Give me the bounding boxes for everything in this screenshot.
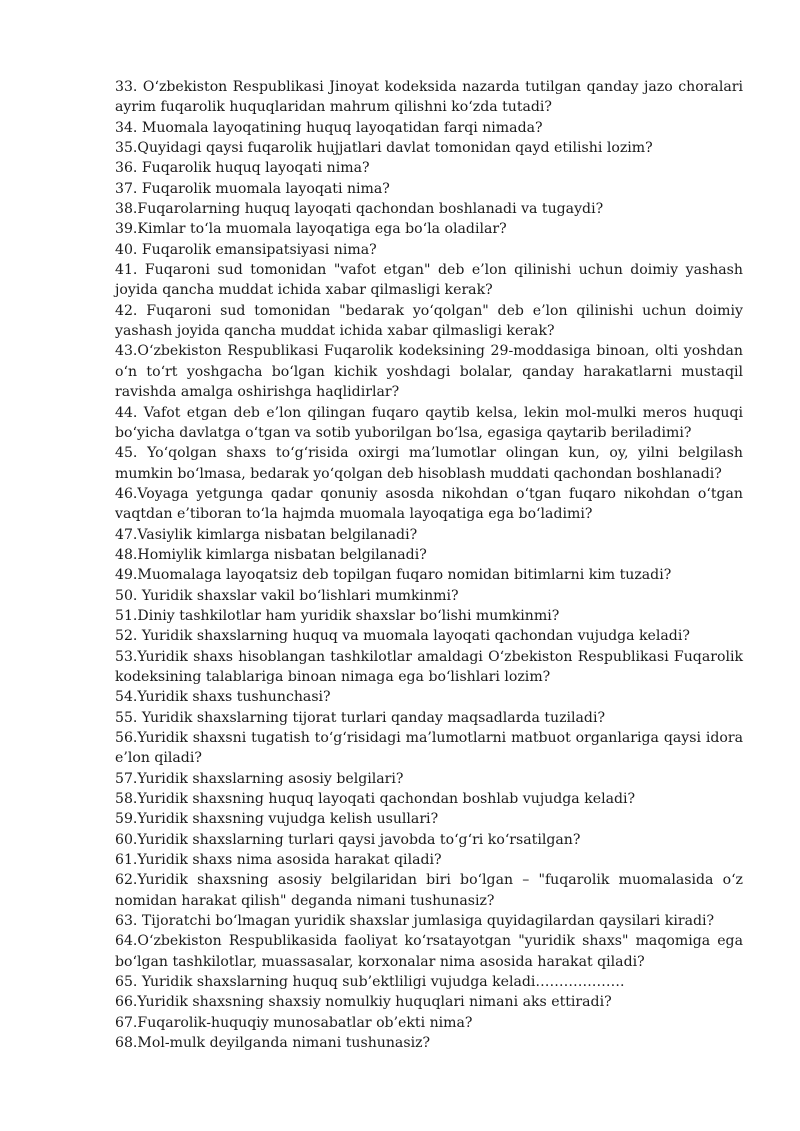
question-40: 40. Fuqarolik emansipatsiyasi nima? [115, 241, 377, 258]
question-39: 39.Kimlar to‘la muomala layoqatiga ega bo‘la oladilar? [115, 221, 507, 238]
question-50: 50. Yuridik shaxslar vakil bo‘lishlari mumkinmi? [115, 587, 459, 604]
question-59: 59.Yuridik shaxsning vujudga kelish usullari? [115, 811, 439, 828]
question-61: 61.Yuridik shaxs nima asosida harakat qiladi? [115, 852, 442, 869]
question-43: 43.O‘zbekiston Respublikasi Fuqarolik kodeksining 29-moddasiga binoan, olti yoshdan o‘n to‘rt yoshgacha bo‘lgan kichik yoshdagi bolalar, qanday harakatlarni mustaqil ravishda amalga oshirishga haqlidirlar? [115, 343, 743, 401]
question-42: 42. Fuqaroni sud tomonidan "bedarak yo‘qolgan" deb e’lon qilinishi uchun doimiy yashash joyida qancha muddat ichida xabar qilmasligi kerak? [115, 302, 743, 340]
question-46: 46.Voyaga yetgunga qadar qonuniy asosda nikohdan o‘tgan fuqaro nikohdan o‘tgan vaqtdan e’tiboran to‘la hajmda muomala layoqatiga ega bo‘ladimi? [115, 485, 743, 523]
question-53: 53.Yuridik shaxs hisoblangan tashkilotlar amaldagi O‘zbekiston Respublikasi Fuqarolik kodeksining talablariga binoan nimaga ega bo‘lishlari lozim? [115, 648, 743, 685]
question-list [115, 77, 743, 1054]
question-41: 41. Fuqaroni sud tomonidan "vafot etgan" deb e’lon qilinishi uchun doimiy yashash joyida qancha muddat ichida xabar qilmasligi kerak? [115, 262, 743, 299]
question-68: 68.Mol-mulk deyilganda nimani tushunasiz? [115, 1035, 431, 1052]
question-34: 34. Muomala layoqatining huquq layoqatidan farqi nimada? [115, 119, 543, 136]
question-35: 35.Quyidagi qaysi fuqarolik hujjatlari davlat tomonidan qayd etilishi lozim? [115, 140, 653, 157]
question-65: 65. Yuridik shaxslarning huquq sub’ektliligi vujudga keladi………………. [115, 974, 625, 991]
question-57: 57.Yuridik shaxslarning asosiy belgilari? [115, 770, 404, 787]
question-56: 56.Yuridik shaxsni tugatish to‘g‘risidagi ma’lumotlarni matbuot organlariga qaysi idora e’lon qiladi? [115, 730, 743, 767]
question-37: 37. Fuqarolik muomala layoqati nima? [115, 180, 390, 197]
question-64: 64.O‘zbekiston Respublikasida faoliyat ko‘rsatayotgan "yuridik shaxs" maqomiga ega bo‘lgan tashkilotlar, muassasalar, korxonalar nima asosida harakat qiladi? [115, 933, 743, 970]
question-36: 36. Fuqarolik huquq layoqati nima? [115, 160, 370, 177]
question-49: 49.Muomalaga layoqatsiz deb topilgan fuqaro nomidan bitimlarni kim tuzadi? [115, 567, 672, 584]
question-54: 54.Yuridik shaxs tushunchasi? [115, 689, 331, 706]
question-52: 52. Yuridik shaxslarning huquq va muomala layoqati qachondan vujudga keladi? [115, 628, 690, 645]
question-48: 48.Homiylik kimlarga nisbatan belgilanadi? [115, 546, 427, 563]
question-62: 62.Yuridik shaxsning asosiy belgilaridan biri bo‘lgan – "fuqarolik muomalasida o‘z nomidan harakat qilish" deganda nimani tushunasiz? [115, 872, 743, 909]
question-51: 51.Diniy tashkilotlar ham yuridik shaxslar bo‘lishi mumkinmi? [115, 607, 560, 624]
question-47: 47.Vasiylik kimlarga nisbatan belgilanadi? [115, 526, 418, 543]
question-44: 44. Vafot etgan deb e’lon qilingan fuqaro qaytib kelsa, lekin mol-mulki meros huquqi bo‘yicha davlatga o‘tgan va sotib yuborilgan bo‘lsa, egasiga qaytarib beriladimi? [115, 404, 743, 441]
question-45: 45. Yo‘qolgan shaxs to‘g‘risida oxirgi ma’lumotlar olingan kun, oy, yilni belgilash mumkin bo‘lmasa, bedarak yo‘qolgan deb hisoblash muddati qachondan boshlanadi? [115, 445, 743, 482]
question-63: 63. Tijoratchi bo‘lmagan yuridik shaxslar jumlasiga quyidagilardan qaysilari kiradi? [115, 913, 715, 930]
question-38: 38.Fuqarolarning huquq layoqati qachondan boshlanadi va tugaydi? [115, 201, 604, 218]
question-60: 60.Yuridik shaxslarning turlari qaysi javobda to‘g‘ri ko‘rsatilgan? [115, 831, 581, 848]
question-66: 66.Yuridik shaxsning shaxsiy nomulkiy huquqlari nimani aks ettiradi? [115, 994, 612, 1011]
question-33: 33. O‘zbekiston Respublikasi Jinoyat kodeksida nazarda tutilgan qanday jazo choralari ayrim fuqarolik huquqlaridan mahrum qilishni ko‘zda tutadi? [115, 79, 743, 116]
question-58: 58.Yuridik shaxsning huquq layoqati qachondan boshlab vujudga keladi? [115, 791, 636, 808]
question-67: 67.Fuqarolik-huquqiy munosabatlar ob’ekti nima? [115, 1014, 473, 1031]
question-55: 55. Yuridik shaxslarning tijorat turlari qanday maqsadlarda tuziladi? [115, 709, 606, 726]
